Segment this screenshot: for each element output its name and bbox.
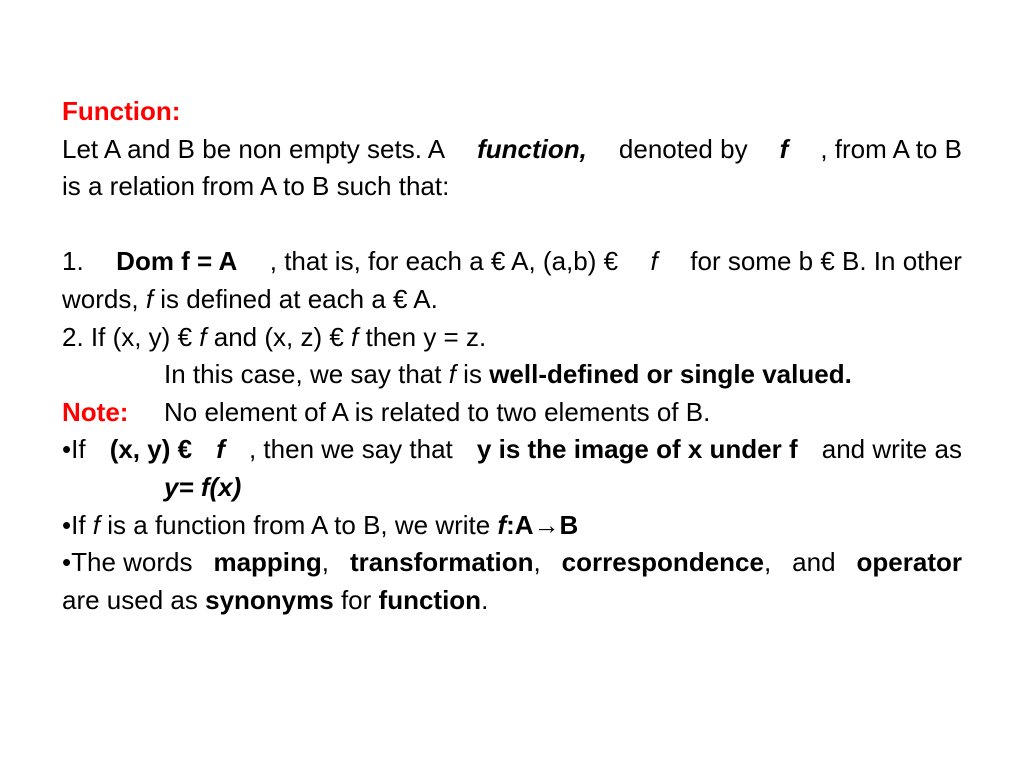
- item2-text-1: 2. If (x, y) €: [62, 321, 193, 352]
- item1-f-2: f: [145, 283, 154, 314]
- bullet1-line-1: [62, 431, 962, 469]
- bullet2-text: is a function from A to B, we write: [107, 509, 491, 540]
- bullet1-f: f: [216, 434, 225, 465]
- bullet2-mark: •If: [62, 509, 86, 540]
- case-line: [62, 356, 962, 394]
- bullet1-xy: (x, y) €: [109, 434, 193, 465]
- case-text-1: In this case, we say that: [164, 359, 442, 390]
- item1-dom: Dom f = A: [116, 246, 238, 277]
- slide-heading: Function:: [62, 96, 181, 126]
- slide-content: [62, 93, 962, 619]
- blank-line: [62, 206, 962, 244]
- case-f: f: [448, 359, 456, 390]
- bullet3-word-correspondence: correspondence: [561, 547, 764, 578]
- case-bold: well-defined or single valued.: [489, 359, 852, 390]
- item1-f: f: [650, 246, 658, 277]
- case-text-2: is: [463, 359, 482, 390]
- bullet3-text-2: for: [340, 584, 372, 615]
- def-text-4: is a relation from A to B such that:: [62, 171, 450, 202]
- bullet2-sig-f: f: [497, 509, 507, 540]
- bullet3-line-1: •The words mapping, transformation, correspondence, and operator: [62, 544, 962, 582]
- bullet1-mark: •If: [62, 434, 86, 465]
- item1-text-1: , that is, for each a € A, (a,b) €: [269, 246, 619, 277]
- bullet1-line-2: [62, 469, 962, 507]
- def-text-3: , from A to B: [820, 133, 962, 164]
- bullet2-f: f: [92, 509, 101, 540]
- item2-f-2: f: [351, 321, 359, 352]
- item1-line-1: [62, 243, 962, 281]
- bullet2-sig-rest: :A→B: [506, 509, 579, 540]
- def-function-term: function,: [477, 133, 587, 164]
- item1-text-2: for some b € B. In other: [690, 246, 962, 277]
- bullet3-line-2: [62, 582, 962, 620]
- bullet3-word-mapping: mapping: [213, 547, 322, 578]
- item2-text-3: then y = z.: [365, 321, 487, 352]
- item1-line-2: [62, 281, 962, 319]
- bullet3-function: function: [378, 584, 482, 615]
- def-f-symbol: f: [779, 133, 789, 164]
- bullet2-line: [62, 507, 962, 545]
- note-text: No element of A is related to two elements of B.: [164, 396, 711, 427]
- bullet3-word-operator: operator: [856, 547, 962, 578]
- bullet3-mark: •The words: [62, 547, 193, 578]
- def-text-2: denoted by: [618, 133, 748, 164]
- def-text-1: Let A and B be non empty sets. A: [62, 133, 446, 164]
- bullet1-bold: y is the image of x under f: [476, 434, 798, 465]
- item1-text-3: words,: [62, 283, 139, 314]
- bullet3-synonyms: synonyms: [205, 584, 334, 615]
- bullet1-formula: y= f(x): [164, 471, 242, 502]
- note-label: Note:: [62, 396, 129, 427]
- item2-line: [62, 319, 962, 357]
- bullet3-text-1: are used as: [62, 584, 198, 615]
- bullet3-and: and: [792, 547, 836, 578]
- item1-number: 1.: [62, 246, 84, 277]
- bullet3-word-transformation: transformation: [350, 547, 534, 578]
- item1-text-4: is defined at each a € A.: [160, 283, 438, 314]
- item2-text-2: and (x, z) €: [213, 321, 344, 352]
- bullet1-text-1: , then we say that: [248, 434, 453, 465]
- definition-line-1: [62, 131, 962, 169]
- note-line: [62, 394, 962, 432]
- heading-line: [62, 93, 962, 131]
- item2-f-1: f: [199, 321, 207, 352]
- bullet1-text-2: and write as: [821, 434, 962, 465]
- definition-line-2: [62, 168, 962, 206]
- bullet3-period: .: [481, 584, 489, 615]
